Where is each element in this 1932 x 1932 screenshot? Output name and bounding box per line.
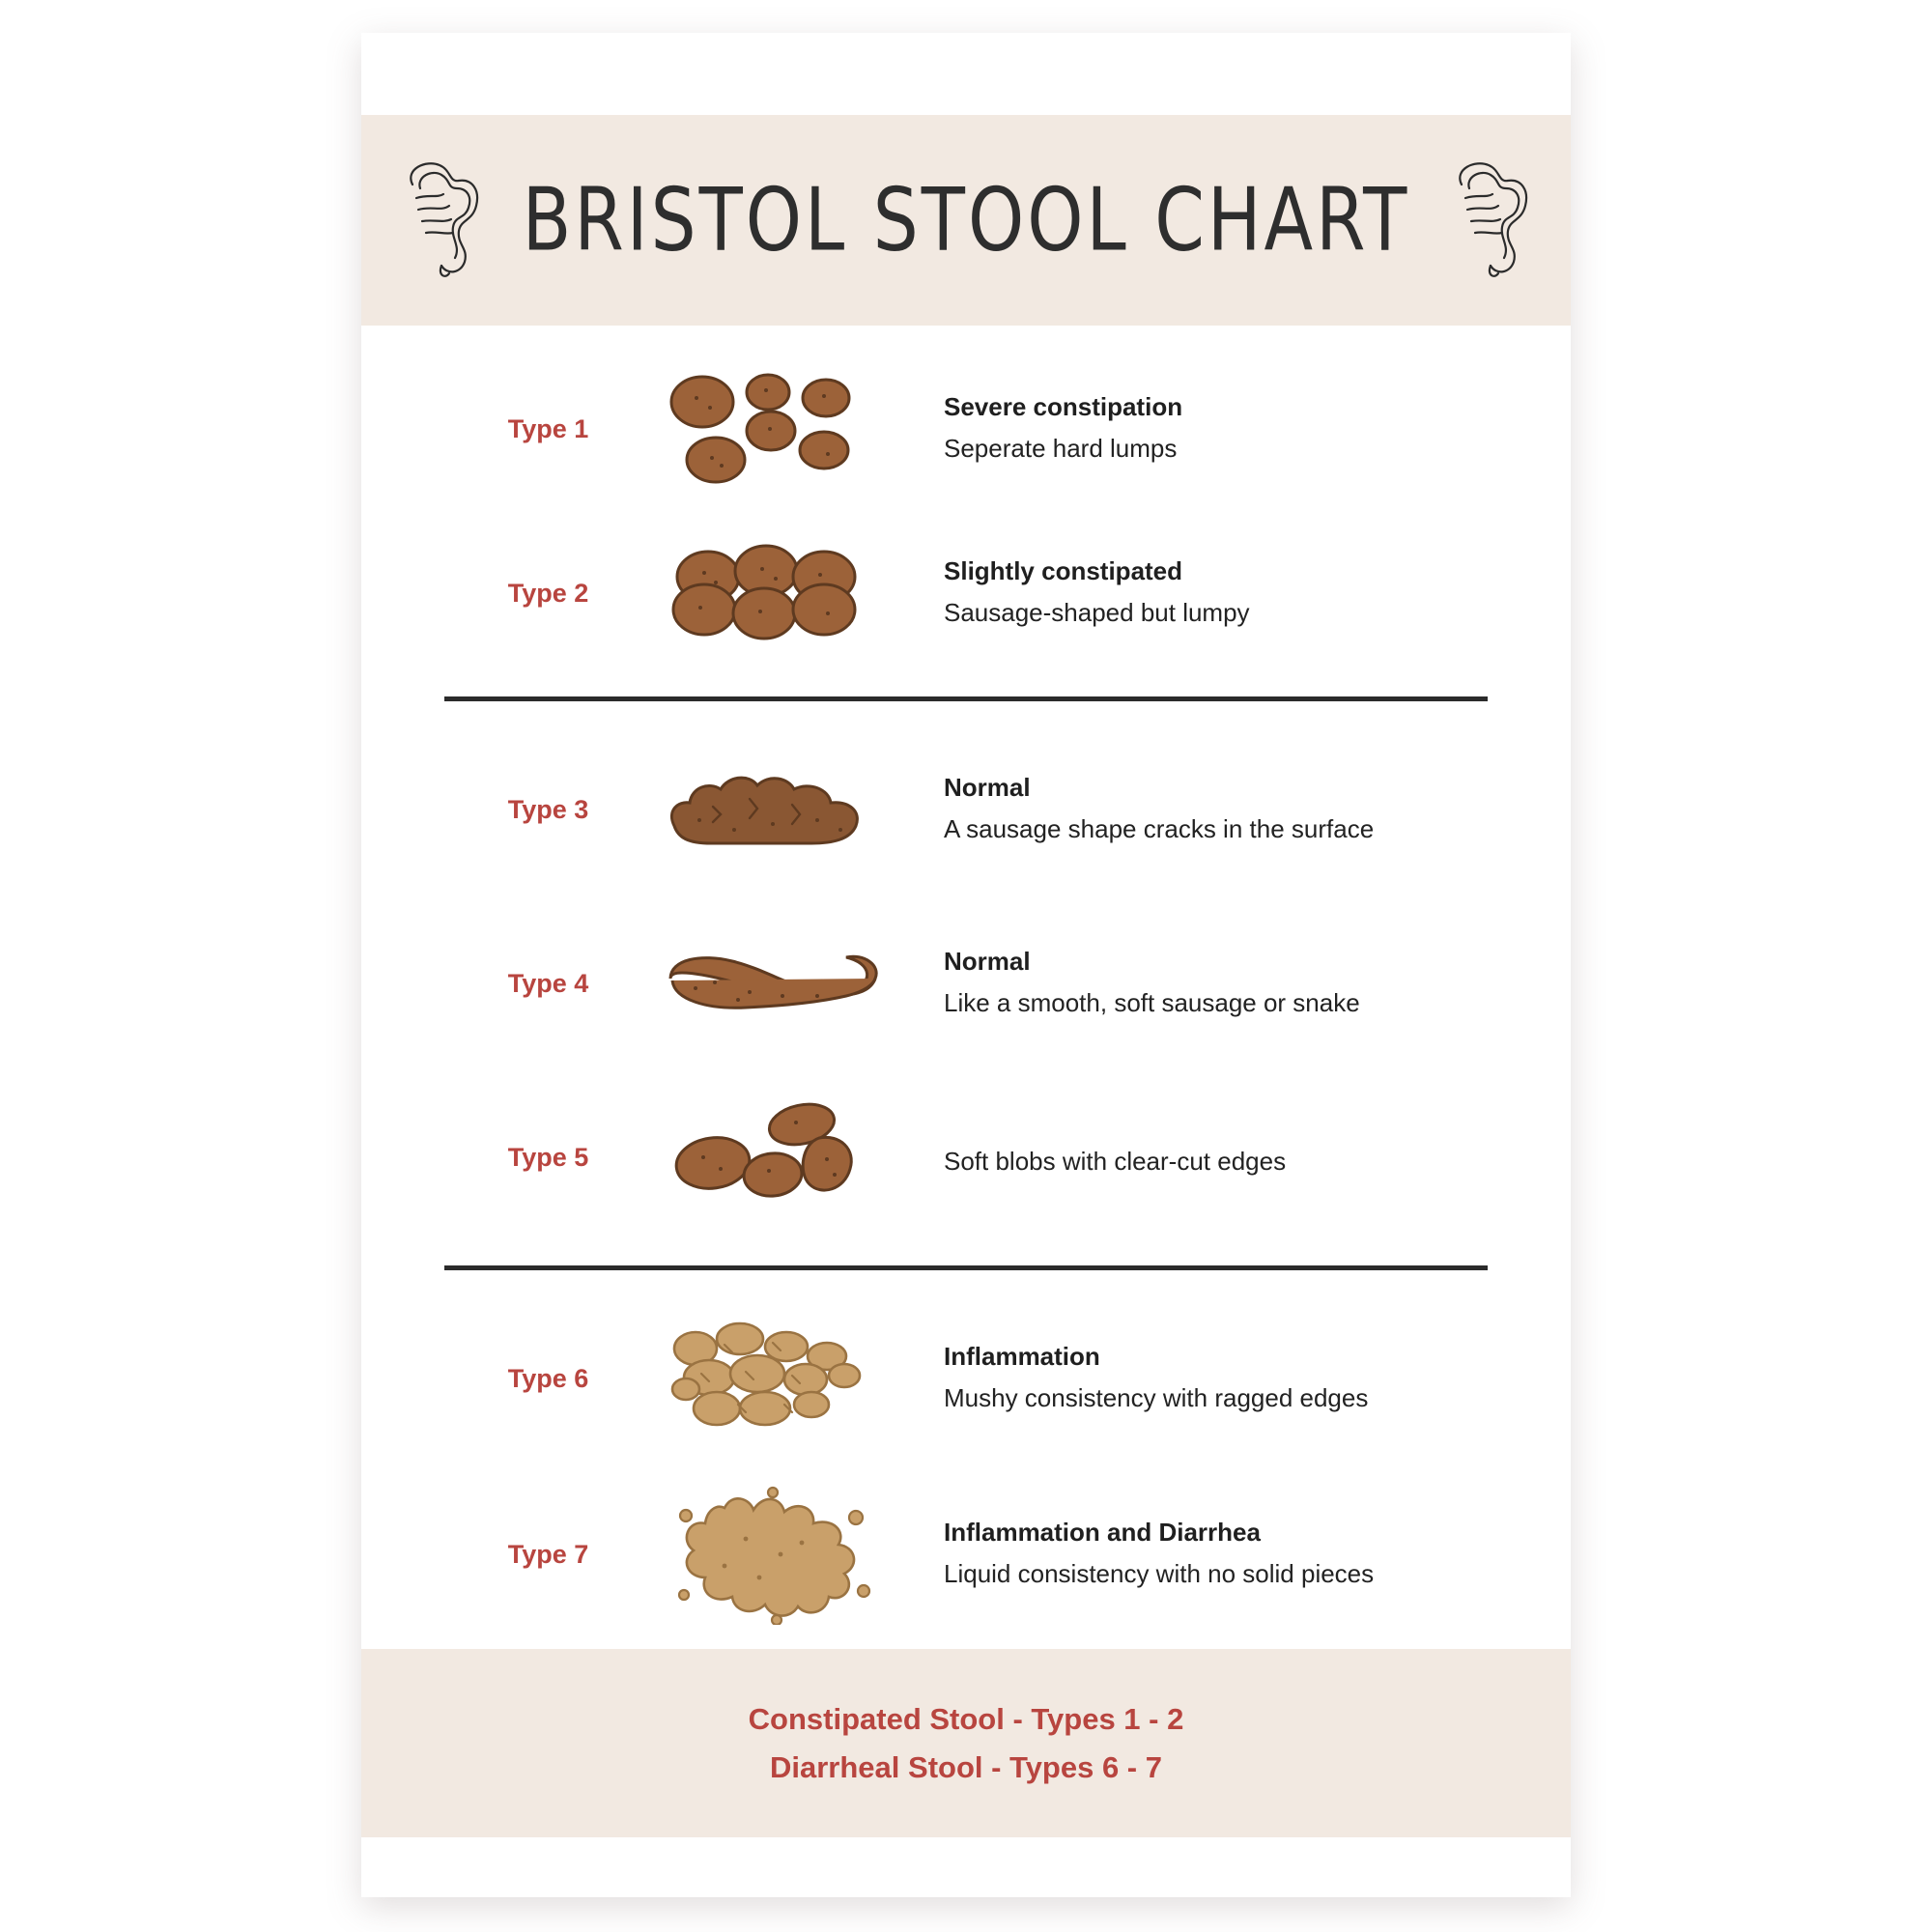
separate-hard-lumps-icon [652, 371, 894, 487]
description-cell [894, 1135, 1517, 1179]
header-band [361, 115, 1571, 326]
type-label: Type 4 [507, 968, 589, 998]
footer-line-constipated: Constipated Stool - Types 1 - 2 [748, 1701, 1184, 1736]
description-title: Normal [944, 772, 1031, 802]
description-text: Seperate hard lumps [944, 433, 1178, 463]
page-title: BRISTOL STOOL CHART [522, 169, 1410, 271]
footer-line-diarrheal: Diarrheal Stool - Types 6 - 7 [770, 1749, 1162, 1784]
soft-blobs-icon [652, 1099, 894, 1215]
description-title: Severe constipation [944, 391, 1183, 421]
smooth-sausage-icon [652, 940, 894, 1027]
type-label: Type 1 [507, 413, 589, 443]
description-title: Inflammation [944, 1341, 1100, 1371]
cracked-sausage-icon [652, 756, 894, 863]
table-row [361, 723, 1571, 896]
description-text: Like a smooth, soft sausage or snake [944, 987, 1360, 1017]
bristol-stool-chart-poster [361, 33, 1571, 1897]
type-label: Type 7 [507, 1540, 589, 1569]
type-label: Type 6 [507, 1363, 589, 1393]
type-label: Type 3 [507, 794, 589, 824]
description-title: Normal [944, 946, 1031, 976]
section-divider [444, 1265, 1488, 1270]
intestine-icon [393, 156, 490, 286]
mushy-ragged-icon [652, 1316, 894, 1441]
section-divider [444, 696, 1488, 701]
description-title: Inflammation and Diarrhea [944, 1518, 1261, 1548]
description-text: Liquid consistency with no solid pieces [944, 1559, 1375, 1589]
description-cell [894, 773, 1517, 847]
description-cell [894, 947, 1517, 1021]
description-cell [894, 1342, 1517, 1416]
type-label: Type 5 [507, 1142, 589, 1172]
stool-type-list [361, 347, 1571, 1644]
table-row [361, 1070, 1571, 1244]
description-cell [894, 556, 1517, 631]
description-title: Slightly constipated [944, 555, 1183, 585]
liquid-splash-icon [652, 1485, 894, 1625]
description-text: Soft blobs with clear-cut edges [944, 1147, 1287, 1177]
description-text: Mushy consistency with ragged edges [944, 1382, 1369, 1412]
table-row [361, 1465, 1571, 1644]
description-text: Sausage-shaped but lumpy [944, 597, 1250, 627]
table-row [361, 347, 1571, 511]
intestine-icon [1442, 156, 1539, 286]
description-text: A sausage shape cracks in the surface [944, 813, 1375, 843]
lumpy-sausage-icon [652, 540, 894, 646]
footer-band [361, 1649, 1571, 1837]
type-label: Type 2 [507, 578, 589, 608]
table-row [361, 511, 1571, 675]
table-row [361, 896, 1571, 1070]
table-row [361, 1292, 1571, 1465]
description-cell [894, 392, 1517, 467]
description-cell [894, 1518, 1517, 1592]
